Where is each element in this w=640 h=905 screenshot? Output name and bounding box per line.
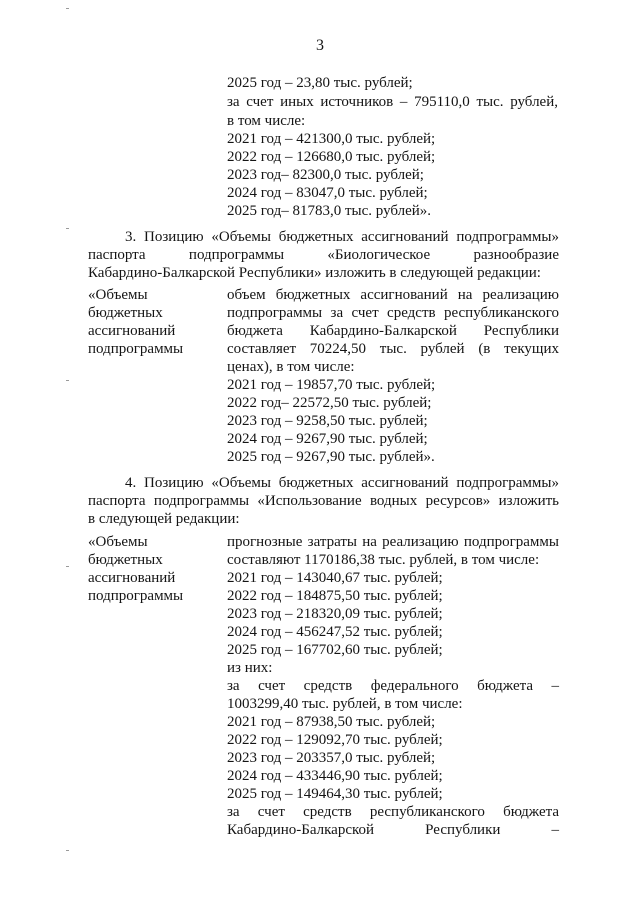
value-line: прогнозные затраты на реализацию подпрограммы: [227, 534, 559, 550]
margin-mark: [66, 380, 69, 381]
value-line: 2022 год – 184875,50 тыс. рублей;: [227, 588, 443, 604]
paragraph-line: паспорта подпрограммы «Биологическое разнообразие: [88, 247, 559, 263]
value-line: 2022 год – 129092,70 тыс. рублей;: [227, 732, 443, 748]
value-line: объем бюджетных ассигнований на реализацию: [227, 287, 559, 303]
margin-mark: [66, 8, 69, 9]
value-line: 2021 год – 143040,67 тыс. рублей;: [227, 570, 443, 586]
value-line: 2023 год – 9258,50 тыс. рублей;: [227, 413, 428, 429]
text-line: 2024 год – 83047,0 тыс. рублей;: [227, 185, 428, 201]
margin-mark: [66, 850, 69, 851]
value-line: 2025 год – 9267,90 тыс. рублей».: [227, 449, 435, 465]
text-line: 2025 год – 23,80 тыс. рублей;: [227, 75, 413, 91]
value-line: из них:: [227, 660, 273, 676]
text-line: 2025 год– 81783,0 тыс. рублей».: [227, 203, 432, 219]
value-line: за счет средств федерального бюджета –: [227, 678, 559, 694]
text-line: 2023 год– 82300,0 тыс. рублей;: [227, 167, 424, 183]
label-line: бюджетных: [88, 305, 163, 321]
value-line: подпрограммы за счет средств республиканского: [227, 305, 559, 321]
paragraph-line: в следующей редакции:: [88, 511, 240, 527]
paragraph-line: паспорта подпрограммы «Использование водных ресурсов» изложить: [88, 493, 559, 509]
value-line: составляет 70224,50 тыс. рублей (в текущих: [227, 341, 559, 357]
label-line: ассигнований: [88, 570, 176, 586]
label-line: «Объемы: [88, 534, 148, 550]
value-line: 2023 год – 218320,09 тыс. рублей;: [227, 606, 443, 622]
margin-mark: [66, 228, 69, 229]
label-line: ассигнований: [88, 323, 176, 339]
value-line: 2023 год – 203357,0 тыс. рублей;: [227, 750, 436, 766]
label-line: подпрограммы: [88, 341, 184, 357]
paragraph-line: Кабардино-Балкарской Республики» изложить в следующей редакции:: [88, 265, 541, 281]
value-line: 2025 год – 167702,60 тыс. рублей;: [227, 642, 443, 658]
text-line: в том числе:: [227, 113, 306, 129]
value-line: составляют 1170186,38 тыс. рублей, в том числе:: [227, 552, 540, 568]
value-line: 1003299,40 тыс. рублей, в том числе:: [227, 696, 463, 712]
label-line: «Объемы: [88, 287, 148, 303]
value-line: 2024 год – 456247,52 тыс. рублей;: [227, 624, 443, 640]
value-line: 2025 год – 149464,30 тыс. рублей;: [227, 786, 443, 802]
value-line: 2022 год– 22572,50 тыс. рублей;: [227, 395, 432, 411]
paragraph-line: 3. Позицию «Объемы бюджетных ассигнований подпрограммы»: [125, 229, 559, 245]
value-line: Кабардино-Балкарской Республики –: [227, 822, 559, 838]
margin-mark: [66, 566, 69, 567]
text-line: за счет иных источников – 795110,0 тыс. рублей,: [227, 94, 558, 110]
value-line: бюджета Кабардино-Балкарской Республики: [227, 323, 559, 339]
label-line: подпрограммы: [88, 588, 184, 604]
value-line: ценах), в том числе:: [227, 359, 355, 375]
value-line: 2021 год – 19857,70 тыс. рублей;: [227, 377, 436, 393]
value-line: за счет средств республиканского бюджета: [227, 804, 559, 820]
page-number: 3: [316, 37, 324, 54]
paragraph-line: 4. Позицию «Объемы бюджетных ассигнований подпрограммы»: [125, 475, 559, 491]
value-line: 2024 год – 433446,90 тыс. рублей;: [227, 768, 443, 784]
label-line: бюджетных: [88, 552, 163, 568]
text-line: 2021 год – 421300,0 тыс. рублей;: [227, 131, 436, 147]
text-line: 2022 год – 126680,0 тыс. рублей;: [227, 149, 436, 165]
value-line: 2021 год – 87938,50 тыс. рублей;: [227, 714, 436, 730]
value-line: 2024 год – 9267,90 тыс. рублей;: [227, 431, 428, 447]
